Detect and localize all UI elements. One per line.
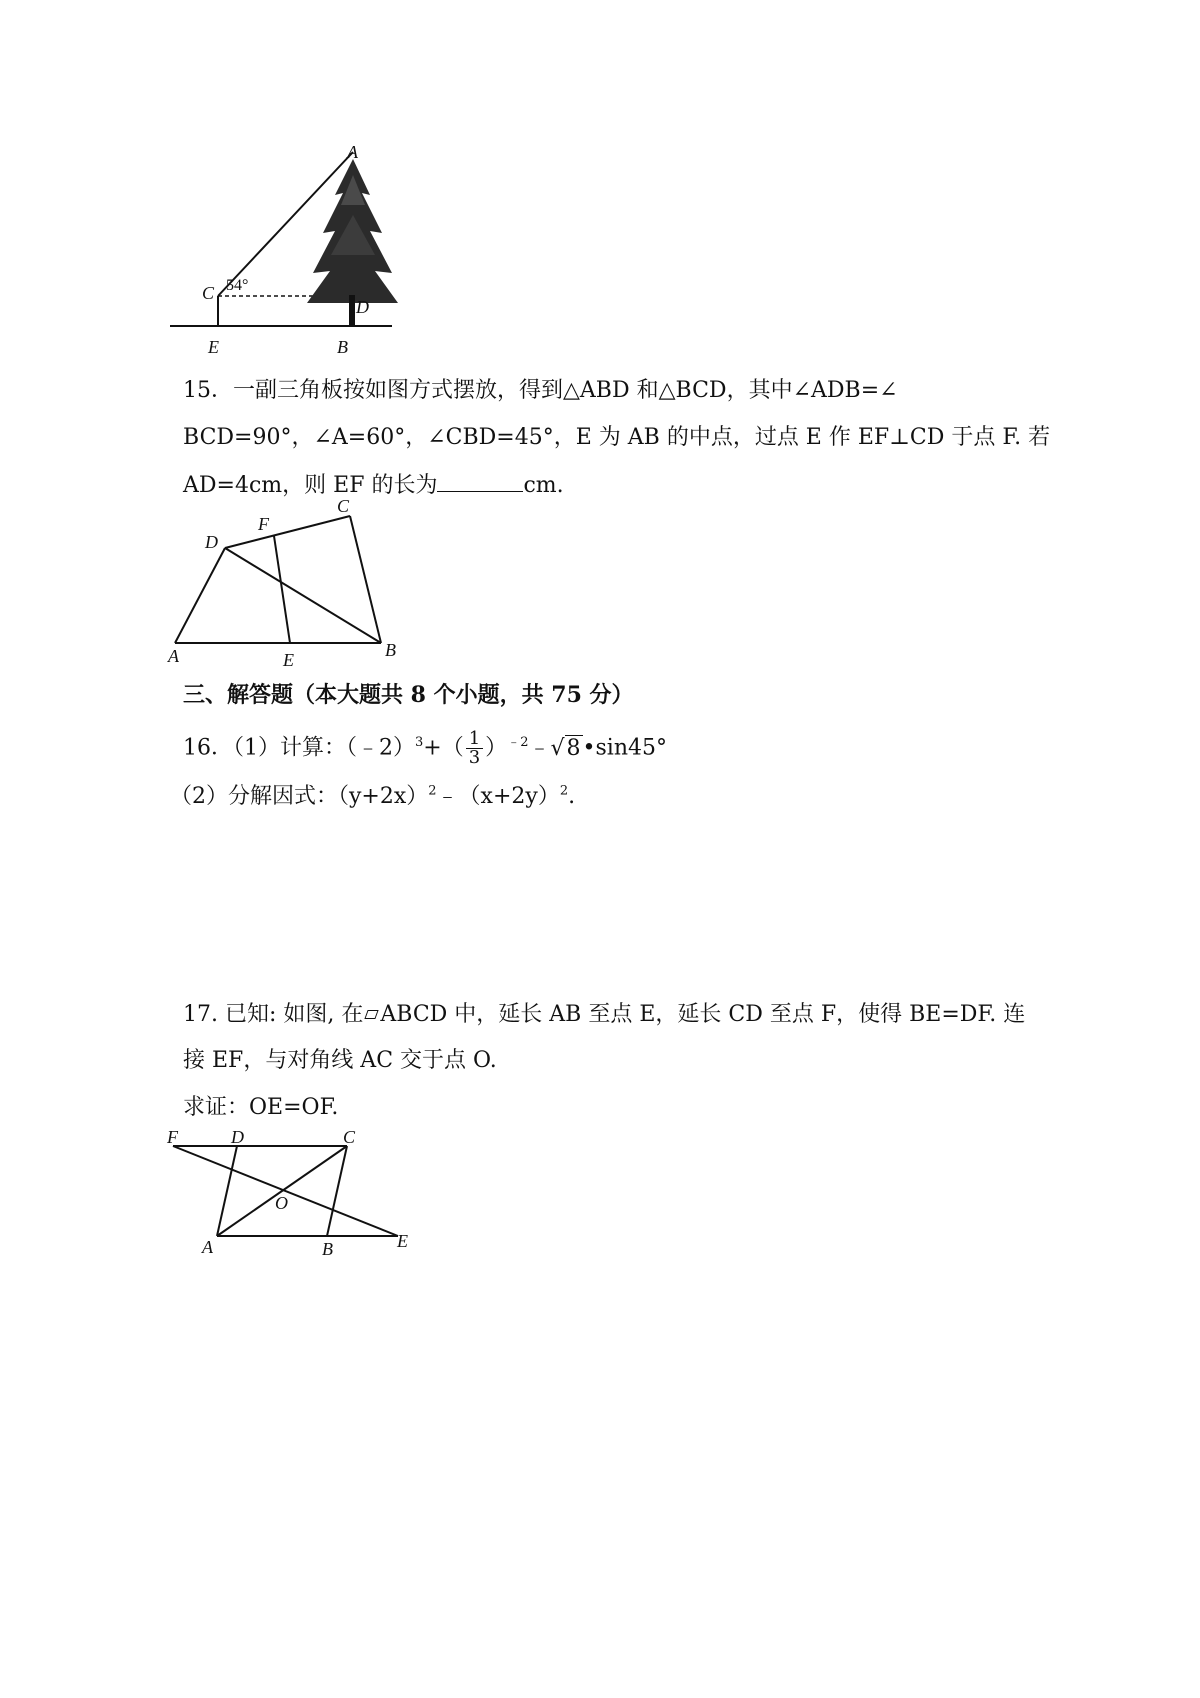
answer-blank: [437, 469, 523, 492]
q16-p2-prefix: （2）分解因式：（y+2x）: [170, 784, 429, 809]
fraction: [466, 730, 483, 767]
q15-line-1: 15．一副三角板按如图方式摆放，得到△ABD 和△BCD，其中∠ADB=∠: [183, 378, 898, 403]
q16-p2-exp2: 2: [559, 783, 569, 799]
label-d: D: [231, 1127, 244, 1147]
parallelogram-icon: [365, 1010, 379, 1019]
label-a: A: [202, 1237, 213, 1257]
q17-line-3: 求证：OE=OF.: [183, 1095, 339, 1120]
label-angle: 54°: [226, 277, 249, 294]
radicand: 8: [566, 735, 581, 761]
segment-db: [225, 548, 381, 643]
segment-ad: [217, 1146, 237, 1236]
label-f: F: [167, 1127, 178, 1147]
label-a: A: [347, 145, 358, 162]
q16-part-2: [170, 782, 575, 812]
segment-ad: [175, 548, 225, 643]
q17-line-1: [183, 1000, 1025, 1030]
segment-cb: [350, 516, 381, 643]
q16-p1-close: ）: [485, 735, 508, 761]
label-b: B: [322, 1239, 333, 1259]
label-c: C: [337, 496, 350, 516]
tree-icon: [307, 159, 398, 326]
segment-dc: [225, 516, 350, 548]
q16-p1-plus: +（: [423, 735, 464, 761]
label-e: E: [397, 1231, 408, 1251]
q17-line-1-suffix: ABCD 中，延长 AB 至点 E，延长 CD 至点 F，使得 BE=DF. 连: [380, 1002, 1026, 1027]
q16-p1-suffix: •sin45°: [582, 735, 667, 761]
fraction-numerator: 1: [466, 730, 483, 749]
tree-angle-figure: [170, 145, 410, 360]
label-c: C: [343, 1127, 356, 1147]
segment-ac: [217, 1146, 347, 1236]
q15-line-2: BCD=90°，∠A=60°，∠CBD=45°，E 为 AB 的中点，过点 E 作 EF⊥CD 于点 F. 若: [183, 425, 1051, 450]
segment-fe: [173, 1146, 398, 1236]
label-a: A: [168, 646, 179, 666]
q16-p2-exp1: 2: [428, 783, 437, 799]
q16-p1-minus: ﹣: [528, 735, 551, 761]
q15-line-3-suffix: cm.: [523, 473, 564, 498]
q16-p1-exp2: ﹣2: [507, 735, 529, 751]
label-d: D: [356, 297, 369, 317]
square-root: [550, 734, 582, 764]
q17-line-1-prefix: 17. 已知: 如图, 在: [183, 1002, 364, 1027]
label-e: E: [283, 650, 294, 670]
q16-part-1: [183, 730, 667, 767]
label-f: F: [258, 514, 269, 534]
label-b: B: [337, 337, 348, 357]
q16-p2-mid: ﹣（x+2y）: [436, 784, 560, 809]
q15-line-3-prefix: AD=4cm，则 EF 的长为: [183, 473, 438, 498]
label-c: C: [202, 283, 215, 303]
label-b: B: [385, 640, 396, 660]
q16-p1-exp1: 3: [415, 735, 424, 751]
q17-line-2: 接 EF，与对角线 AC 交于点 O.: [183, 1048, 497, 1073]
segment-cb: [327, 1146, 347, 1236]
q16-p1-prefix: 16．（1）计算：（﹣2）: [183, 735, 415, 761]
radical-sign: √: [550, 735, 565, 761]
section-heading: 三、解答题（本大题共 8 个小题，共 75 分）: [183, 682, 634, 708]
label-o: O: [275, 1193, 288, 1213]
label-e: E: [208, 337, 219, 357]
segment-ef: [274, 536, 290, 643]
parallelogram-figure: [165, 1125, 420, 1260]
label-d: D: [205, 532, 218, 552]
quadrilateral-figure: [165, 492, 410, 672]
q16-p2-end: .: [568, 784, 576, 809]
fraction-denominator: 3: [468, 747, 481, 768]
